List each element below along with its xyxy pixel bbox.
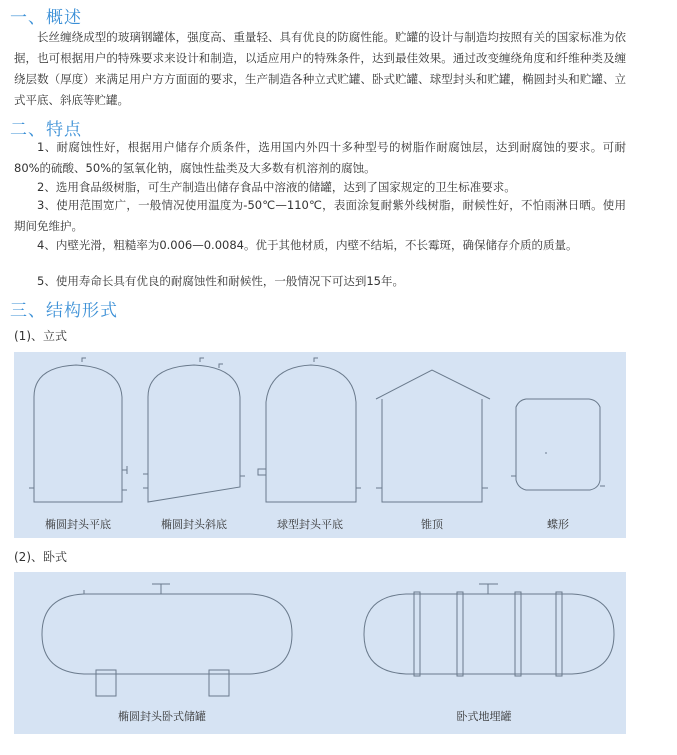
vertical-label: (1)、立式 xyxy=(14,329,67,343)
feature-item-3: 3、使用范围宽广，一般情况使用温度为-50℃—110℃，表面涂复耐紫外线树脂，耐候性好，不怕雨淋日晒。使用期间免维护。 xyxy=(14,198,626,233)
feature-item-2: 2、选用食品级树脂，可生产制造出储存食品中溶液的储罐，达到了国家规定的卫生标准要求。 xyxy=(37,180,516,194)
horizontal-tanks-diagram xyxy=(14,572,626,734)
caption-elliptical-sloped: 椭圆封头斜底 xyxy=(161,518,227,531)
tank-cone-top-icon xyxy=(376,370,490,502)
tank-horizontal-elliptical-icon xyxy=(42,584,292,696)
section-title-structure: 三、结构形式 xyxy=(10,301,118,321)
caption-horizontal-elliptical: 椭圆封头卧式储罐 xyxy=(118,710,206,723)
feature-item-5: 5、使用寿命长具有优良的耐腐蚀性和耐候性，一般情况下可达到15年。 xyxy=(37,274,404,288)
caption-spherical-flat: 球型封头平底 xyxy=(277,518,343,531)
tank-buried-horizontal-icon xyxy=(364,584,614,676)
feature-item-1: 1、耐腐蚀性好，根据用户储存介质条件，选用国内外四十多种型号的树脂作耐腐蚀层，达到耐腐蚀的要求。可耐80%的硫酸、50%的氢氧化钠，腐蚀性盐类及大多数有机溶剂的腐蚀。 xyxy=(14,140,626,175)
feature-item-4: 4、内壁光滑，粗糙率为0.006—0.0084。优于其他材质，内壁不结垢，不长霉斑，确保储存介质的质量。 xyxy=(37,238,578,252)
caption-elliptical-flat: 椭圆封头平底 xyxy=(45,518,111,531)
caption-butterfly: 蝶形 xyxy=(547,518,569,531)
horizontal-label: (2)、卧式 xyxy=(14,550,67,564)
section-title-overview: 一、概述 xyxy=(10,8,82,28)
horizontal-tanks-panel xyxy=(14,572,626,734)
overview-paragraph: 长丝缠绕成型的玻璃钢罐体，强度高、重量轻、具有优良的防腐性能。贮罐的设计与制造均按照有关的国家标准为依据，也可根据用户的特殊要求来设计和制造，以适应用户的特殊条件，达到最佳效果。通过改变缠绕角度和纤维种类及缠绕层数（厚度）来满足用户方方面面的要求，生产制造各种立式贮罐、卧式贮罐、球型封头和贮罐，椭圆封头和贮罐、立式平底、斜底等贮罐。 xyxy=(14,30,626,107)
tank-elliptical-sloped-icon xyxy=(143,358,245,502)
tank-butterfly-icon xyxy=(511,399,605,490)
caption-cone-top: 锥顶 xyxy=(421,518,443,531)
caption-buried-horizontal: 卧式地埋罐 xyxy=(456,710,512,723)
tank-elliptical-flat-icon xyxy=(29,358,127,502)
vertical-tanks-panel xyxy=(14,352,626,538)
vertical-tanks-diagram xyxy=(14,352,626,538)
section-title-features: 二、特点 xyxy=(10,120,82,140)
tank-spherical-flat-icon xyxy=(258,358,361,502)
